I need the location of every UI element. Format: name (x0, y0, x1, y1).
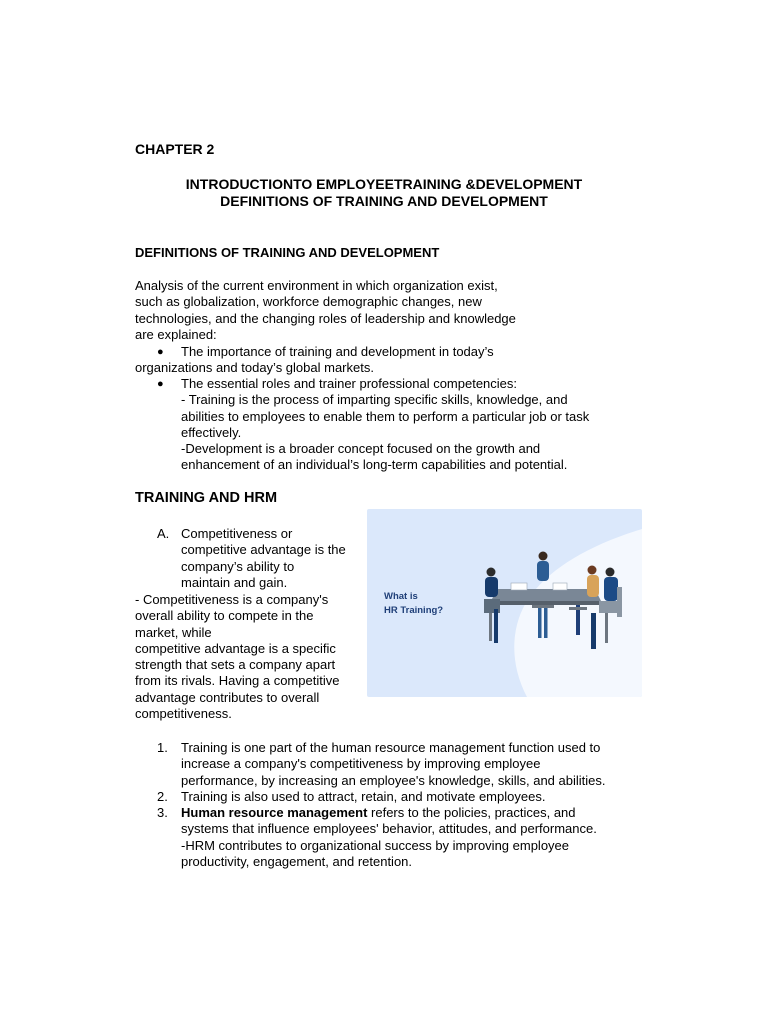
item-line: increase a company's competitiveness by improving employee (181, 756, 541, 772)
title-line-2: DEFINITIONS OF TRAINING AND DEVELOPMENT (220, 193, 548, 209)
bullet-2-line: The essential roles and trainer professional competencies: (181, 376, 518, 391)
intro-line: such as globalization, workforce demographic changes, new (135, 294, 482, 310)
list-marker: 1. (157, 740, 168, 755)
meeting-illustration-icon (367, 509, 642, 697)
item-line-rest: refers to the policies, practices, and (367, 805, 576, 820)
explanation-line: - Competitiveness is a company's (135, 592, 329, 607)
bullet-dot: ● (157, 346, 164, 358)
explanation-line: market, while (135, 624, 212, 640)
explanation-line: competitiveness. (135, 706, 232, 722)
item-line: -HRM contributes to organizational success by improving employee (181, 837, 570, 853)
numbered-item-1 (181, 740, 651, 789)
item-line: systems that influence employees' behavior, attitudes, and performance. (181, 821, 597, 837)
bullet-1-line2: organizations and today’s global markets. (135, 360, 374, 375)
bullet-1-line1: The importance of training and development in today’s (181, 344, 494, 359)
explanation-line: from its rivals. Having a competitive (135, 673, 340, 689)
item-line: productivity, engagement, and retention. (181, 853, 413, 869)
item-a-line: competitive advantage is the (181, 542, 346, 558)
bullet-2-line: effectively. (181, 424, 242, 440)
bullet-2-line: enhancement of an individual’s long-term capabilities and potential. (181, 457, 568, 473)
bullet-2-line: -Development is a broader concept focused on the growth and (181, 441, 541, 457)
illustration-caption-1: What is (384, 591, 418, 602)
item-a-marker: A. (157, 526, 170, 541)
item-a-line: company’s ability to (181, 558, 295, 574)
explanation-line: overall ability to compete in the (135, 608, 314, 624)
bullet-2-line: - Training is the process of imparting specific skills, knowledge, and (181, 392, 568, 408)
chapter-label: CHAPTER 2 (135, 141, 215, 157)
item-a-line: Competitiveness or (181, 526, 293, 541)
section-heading-definitions: DEFINITIONS OF TRAINING AND DEVELOPMENT (135, 245, 440, 260)
explanation-line: advantage contributes to overall (135, 689, 320, 705)
explanation-line: competitive advantage is a specific (135, 640, 336, 656)
intro-line: technologies, and the changing roles of leadership and knowledge (135, 310, 516, 326)
section-heading-training-hrm: TRAINING AND HRM (135, 490, 278, 506)
title-line-1: INTRODUCTIONTO EMPLOYEETRAINING &DEVELOPMENT (185, 176, 583, 192)
intro-line: are explained: (135, 326, 217, 342)
bullet-2-block (181, 376, 641, 474)
item-line: Training is one part of the human resource management function used to (181, 740, 601, 755)
item-a-explanation (135, 592, 365, 722)
bullet-2-line: abilities to employees to enable them to perform a particular job or task (181, 408, 590, 424)
explanation-line: strength that sets a company apart (135, 657, 336, 673)
bullet-dot: ● (157, 378, 164, 390)
item-line: performance, by increasing an employee's knowledge, skills, and abilities. (181, 772, 606, 788)
item-line (181, 805, 651, 821)
numbered-item-3 (181, 805, 651, 870)
hr-training-illustration (367, 509, 642, 697)
item-line: Training is also used to attract, retain, and motivate employees. (181, 789, 546, 804)
list-marker: 3. (157, 805, 168, 820)
list-marker: 2. (157, 789, 168, 804)
intro-paragraph (135, 278, 555, 343)
bold-term: Human resource management (181, 805, 368, 820)
item-a-text (181, 526, 366, 591)
numbered-item-2 (181, 789, 651, 805)
illustration-caption-2: HR Training? (384, 605, 444, 616)
intro-line: Analysis of the current environment in which organization exist, (135, 278, 498, 293)
item-a-line: maintain and gain. (181, 574, 288, 590)
